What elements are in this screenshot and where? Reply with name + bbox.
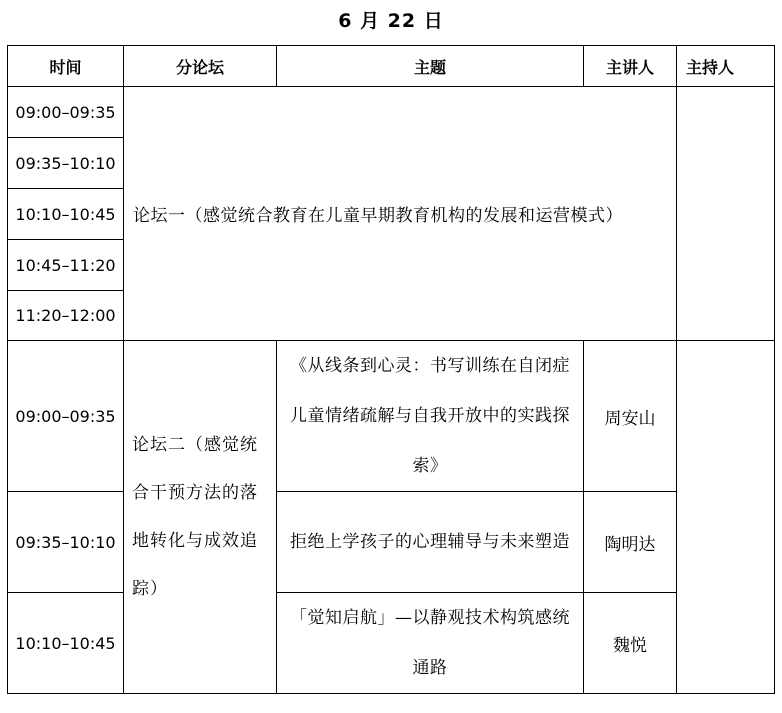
speaker-cell: 魏悦 bbox=[584, 593, 677, 694]
topic-cell: 拒绝上学孩子的心理辅导与未来塑造 bbox=[277, 492, 584, 593]
time-cell: 09:35–10:10 bbox=[8, 138, 124, 189]
header-time: 时间 bbox=[8, 46, 124, 87]
forum1-name: 论坛一（感觉统合教育在儿童早期教育机构的发展和运营模式） bbox=[124, 87, 677, 341]
header-forum: 分论坛 bbox=[124, 46, 277, 87]
time-cell: 09:35–10:10 bbox=[8, 492, 124, 593]
time-cell: 10:45–11:20 bbox=[8, 240, 124, 291]
speaker-cell: 周安山 bbox=[584, 341, 677, 492]
time-cell: 10:10–10:45 bbox=[8, 189, 124, 240]
table-row bbox=[8, 492, 775, 593]
table-row bbox=[8, 87, 775, 138]
table-row bbox=[8, 593, 775, 694]
speaker-cell: 陶明达 bbox=[584, 492, 677, 593]
header-row bbox=[8, 46, 775, 87]
host-cell bbox=[677, 87, 775, 341]
table-row bbox=[8, 341, 775, 492]
page-title: 6 月 22 日 bbox=[338, 10, 444, 32]
topic-cell: 「觉知启航」—以静观技术构筑感统通路 bbox=[277, 593, 584, 694]
schedule-table bbox=[7, 45, 775, 694]
header-topic: 主题 bbox=[277, 46, 584, 87]
topic-cell: 《从线条到心灵：书写训练在自闭症儿童情绪疏解与自我开放中的实践探索》 bbox=[277, 341, 584, 492]
header-host: 主持人 bbox=[677, 46, 775, 87]
time-cell: 10:10–10:45 bbox=[8, 593, 124, 694]
forum2-name: 论坛二（感觉统合干预方法的落地转化与成效追踪） bbox=[124, 341, 277, 694]
host-cell bbox=[677, 341, 775, 694]
time-cell: 11:20–12:00 bbox=[8, 291, 124, 341]
header-speaker: 主讲人 bbox=[584, 46, 677, 87]
time-cell: 09:00–09:35 bbox=[8, 341, 124, 492]
time-cell: 09:00–09:35 bbox=[8, 87, 124, 138]
